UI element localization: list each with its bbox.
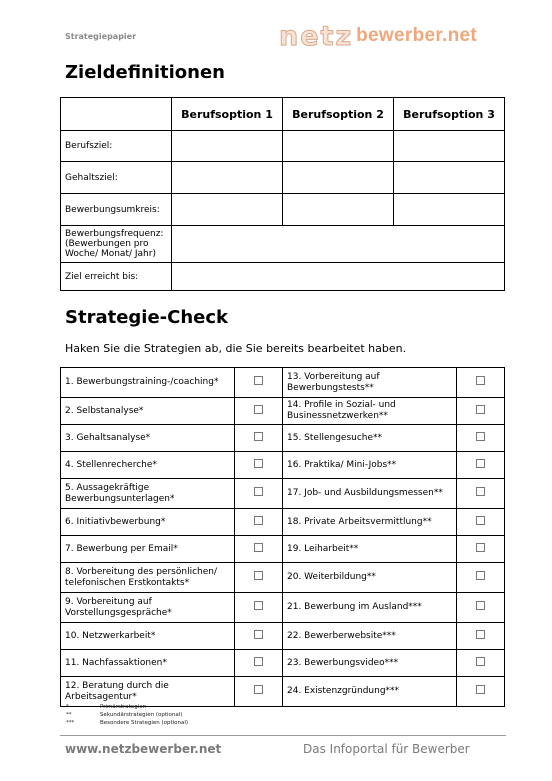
- goals-header-row: [61, 98, 505, 131]
- strategy-checkbox-cell: [235, 563, 283, 593]
- goals-input-cell[interactable]: [172, 162, 283, 194]
- strategy-checkbox-cell: [235, 425, 283, 452]
- legend-text: Sekundärstrategien (optional): [100, 712, 183, 718]
- strategy-checkbox-cell: [457, 563, 505, 593]
- strategy-label: 17. Job- und Ausbildungsmessen**: [283, 479, 457, 509]
- strategy-row: [61, 650, 505, 677]
- legend-mark: ***: [66, 720, 75, 726]
- goals-input-cell[interactable]: [283, 194, 394, 226]
- checkbox[interactable]: [476, 571, 485, 580]
- strategy-checkbox-cell: [235, 650, 283, 677]
- goals-input-cell[interactable]: [172, 194, 283, 226]
- checkbox[interactable]: [254, 571, 263, 580]
- checkbox[interactable]: [254, 432, 263, 441]
- strategy-check-table: [60, 367, 505, 707]
- strategy-row: [61, 677, 505, 707]
- strategy-label: 3. Gehaltsanalyse*: [61, 425, 235, 452]
- strategy-checkbox-cell: [235, 509, 283, 536]
- strategy-check-intro: Haken Sie die Strategien ab, die Sie bereits bearbeitet haben.: [65, 342, 407, 355]
- strategy-checkbox-cell: [457, 398, 505, 425]
- legend-item: [66, 711, 188, 719]
- goals-column-header: Berufsoption 2: [283, 98, 394, 131]
- checkbox[interactable]: [476, 685, 485, 694]
- strategy-checkbox-cell: [457, 368, 505, 398]
- legend-text: Primärstrategien: [100, 704, 147, 710]
- legend-item: [66, 719, 188, 727]
- checkbox[interactable]: [476, 376, 485, 385]
- strategy-label: 23. Bewerbungsvideo***: [283, 650, 457, 677]
- strategy-check-heading: Strategie-Check: [65, 307, 229, 328]
- strategy-label: 12. Beratung durch die Arbeitsagentur*: [61, 677, 235, 707]
- strategy-label: 8. Vorbereitung des persönlichen/ telefonischen Erstkontakts*: [61, 563, 235, 593]
- strategy-label: 20. Weiterbildung**: [283, 563, 457, 593]
- strategy-checkbox-cell: [235, 452, 283, 479]
- checkbox[interactable]: [254, 459, 263, 468]
- strategy-checkbox-cell: [457, 452, 505, 479]
- checkbox[interactable]: [254, 657, 263, 666]
- strategy-label: 9. Vorbereitung auf Vorstellungsgespräche*: [61, 593, 235, 623]
- strategy-checkbox-cell: [235, 398, 283, 425]
- legend-text: Besondere Strategien (optional): [100, 720, 189, 726]
- strategy-checkbox-cell: [235, 593, 283, 623]
- checkbox[interactable]: [476, 487, 485, 496]
- strategy-checkbox-cell: [457, 425, 505, 452]
- goals-column-header: Berufsoption 3: [394, 98, 505, 131]
- goals-corner-cell: [61, 98, 172, 131]
- strategy-checkbox-cell: [235, 536, 283, 563]
- strategy-checkbox-cell: [457, 623, 505, 650]
- strategy-checkbox-cell: [457, 650, 505, 677]
- legend-mark: *: [66, 704, 69, 710]
- strategy-label: 19. Leiharbeit**: [283, 536, 457, 563]
- checkbox[interactable]: [476, 630, 485, 639]
- logo-part-netz: netz: [279, 20, 354, 52]
- checkbox[interactable]: [254, 601, 263, 610]
- checkbox[interactable]: [254, 516, 263, 525]
- goals-row: [61, 263, 505, 291]
- goals-input-cell[interactable]: [394, 131, 505, 162]
- goals-input-cell[interactable]: [283, 162, 394, 194]
- goals-input-cell[interactable]: [172, 226, 505, 263]
- strategy-checkbox-cell: [235, 368, 283, 398]
- strategy-label: 21. Bewerbung im Ausland***: [283, 593, 457, 623]
- goals-column-header: Berufsoption 1: [172, 98, 283, 131]
- strategy-label: 10. Netzwerkarbeit*: [61, 623, 235, 650]
- checkbox[interactable]: [254, 405, 263, 414]
- strategy-checkbox-cell: [457, 536, 505, 563]
- goals-row: [61, 194, 505, 226]
- strategy-checkbox-cell: [457, 677, 505, 707]
- goals-input-cell[interactable]: [172, 131, 283, 162]
- checkbox[interactable]: [476, 405, 485, 414]
- goals-row: [61, 131, 505, 162]
- footer-divider: [60, 735, 506, 736]
- goals-input-cell[interactable]: [172, 263, 505, 291]
- strategy-checkbox-cell: [457, 593, 505, 623]
- goals-row-label: Bewerbungsumkreis:: [61, 194, 172, 226]
- checkbox[interactable]: [476, 432, 485, 441]
- goals-row-label: Gehaltsziel:: [61, 162, 172, 194]
- strategy-row: [61, 509, 505, 536]
- strategy-row: [61, 479, 505, 509]
- checkbox[interactable]: [476, 601, 485, 610]
- strategy-label: 16. Praktika/ Mini-Jobs**: [283, 452, 457, 479]
- checkbox[interactable]: [476, 657, 485, 666]
- strategy-label: 14. Profile in Sozial- und Businessnetzwerken**: [283, 398, 457, 425]
- strategy-row: [61, 425, 505, 452]
- strategy-row: [61, 398, 505, 425]
- strategy-label: 7. Bewerbung per Email*: [61, 536, 235, 563]
- strategy-label: 18. Private Arbeitsvermittlung**: [283, 509, 457, 536]
- strategy-checkbox-cell: [457, 509, 505, 536]
- goals-input-cell[interactable]: [394, 194, 505, 226]
- strategy-label: 5. Aussagekräftige Bewerbungsunterlagen*: [61, 479, 235, 509]
- goals-row-label: Ziel erreicht bis:: [61, 263, 172, 291]
- goals-row: [61, 162, 505, 194]
- strategy-row: [61, 593, 505, 623]
- checkbox[interactable]: [254, 685, 263, 694]
- document-label: Strategiepapier: [65, 32, 137, 41]
- strategy-label: 24. Existenzgründung***: [283, 677, 457, 707]
- strategy-label: 22. Bewerberwebsite***: [283, 623, 457, 650]
- strategy-row: [61, 368, 505, 398]
- strategy-checkbox-cell: [235, 677, 283, 707]
- strategy-checkbox-cell: [235, 479, 283, 509]
- checkbox[interactable]: [254, 543, 263, 552]
- strategy-label: 2. Selbstanalyse*: [61, 398, 235, 425]
- goals-table: [60, 97, 505, 291]
- strategy-label: 6. Initiativbewerbung*: [61, 509, 235, 536]
- checkbox[interactable]: [254, 630, 263, 639]
- checkbox[interactable]: [476, 543, 485, 552]
- strategy-row: [61, 452, 505, 479]
- strategy-row: [61, 536, 505, 563]
- checkbox[interactable]: [476, 459, 485, 468]
- brand-logo: [279, 22, 477, 50]
- checkbox[interactable]: [254, 487, 263, 496]
- goals-heading: Zieldefinitionen: [65, 62, 225, 83]
- strategy-label: 13. Vorbereitung auf Bewerbungstests**: [283, 368, 457, 398]
- goals-input-cell[interactable]: [394, 162, 505, 194]
- checkbox[interactable]: [476, 516, 485, 525]
- goals-row: [61, 226, 505, 263]
- strategy-label: 15. Stellengesuche**: [283, 425, 457, 452]
- strategy-row: [61, 623, 505, 650]
- strategy-row: [61, 563, 505, 593]
- footer-website[interactable]: www.netzbewerber.net: [65, 742, 222, 756]
- legend-item: [66, 703, 188, 711]
- footer-tagline: Das Infoportal für Bewerber: [303, 742, 470, 756]
- strategy-label: 1. Bewerbungstraining-/coaching*: [61, 368, 235, 398]
- goals-row-label: Berufsziel:: [61, 131, 172, 162]
- logo-part-bewerber: bewerber.net: [356, 25, 477, 46]
- goals-row-label: Bewerbungsfrequenz: (Bewerbungen pro Woche/ Monat/ Jahr): [61, 226, 172, 263]
- checkbox[interactable]: [254, 376, 263, 385]
- strategy-checkbox-cell: [235, 623, 283, 650]
- legend: [66, 703, 188, 727]
- strategy-label: 11. Nachfassaktionen*: [61, 650, 235, 677]
- strategy-label: 4. Stellenrecherche*: [61, 452, 235, 479]
- goals-input-cell[interactable]: [283, 131, 394, 162]
- legend-mark: **: [66, 712, 72, 718]
- strategy-checkbox-cell: [457, 479, 505, 509]
